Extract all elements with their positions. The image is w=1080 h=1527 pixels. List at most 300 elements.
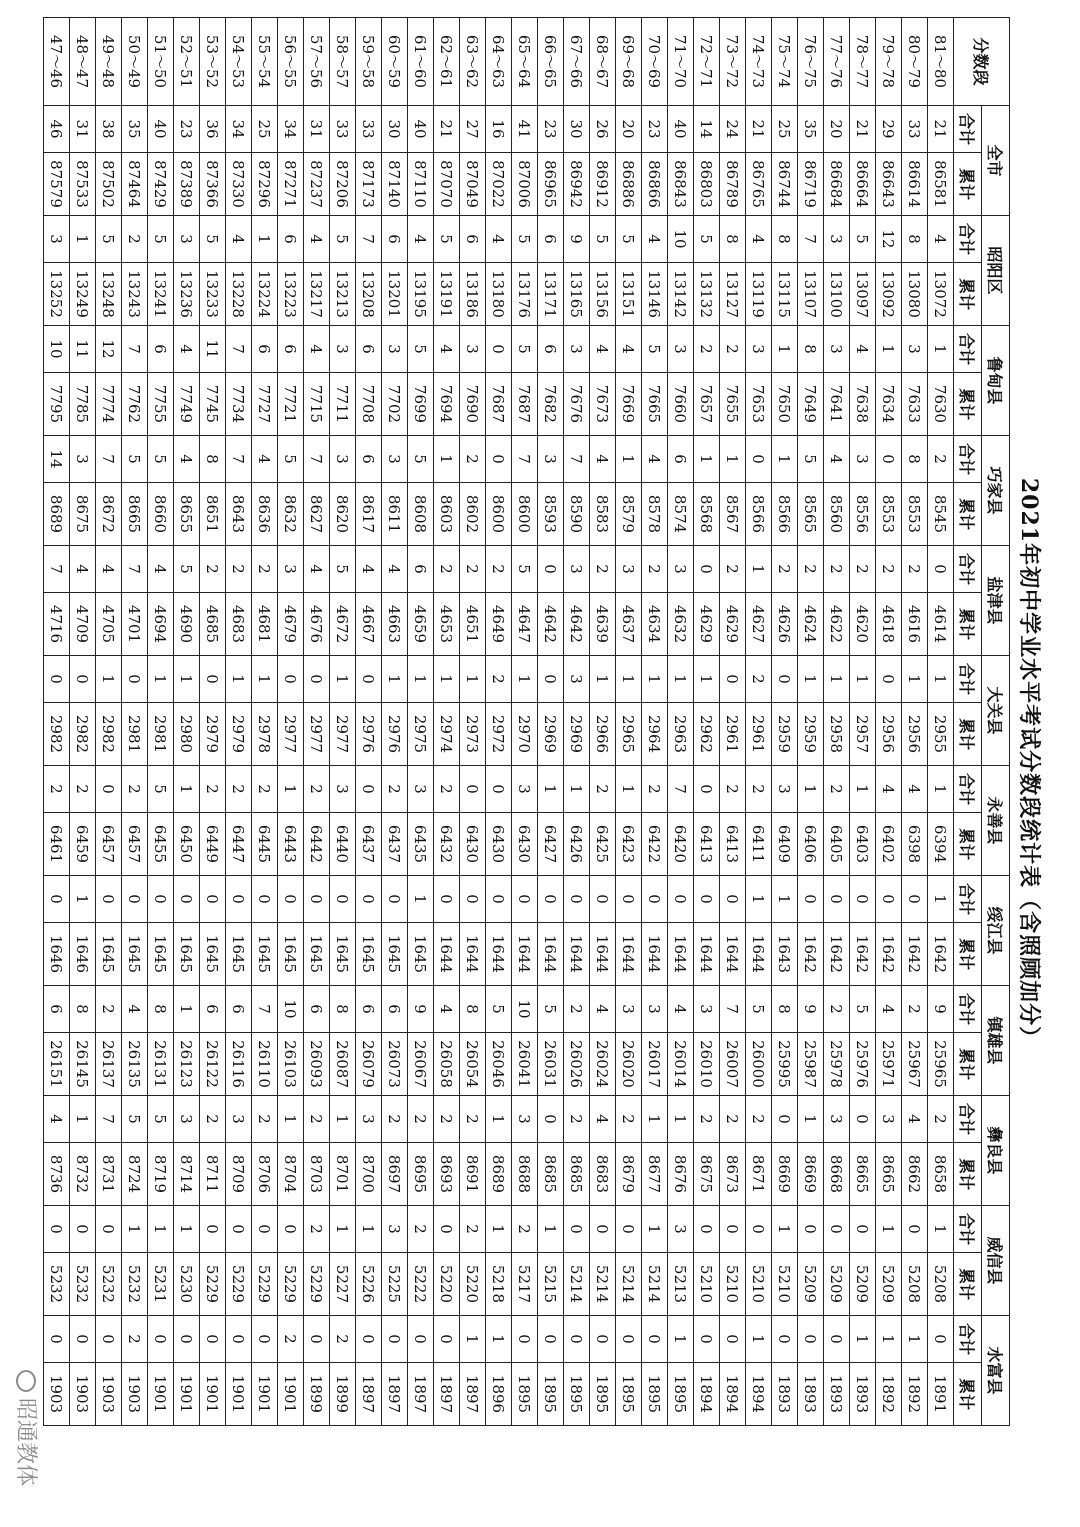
count-cell: 25 — [252, 106, 278, 153]
cumulative-cell: 8603 — [434, 483, 460, 546]
cumulative-cell: 8732 — [70, 1143, 96, 1206]
count-cell: 3 — [564, 546, 590, 593]
cumulative-cell: 13191 — [434, 263, 460, 326]
cumulative-cell: 13119 — [746, 263, 772, 326]
cumulative-cell: 8724 — [122, 1143, 148, 1206]
cumulative-cell: 8691 — [460, 1143, 486, 1206]
cumulative-cell: 4618 — [876, 593, 902, 656]
cumulative-cell: 1645 — [278, 923, 304, 986]
count-cell: 8 — [772, 216, 798, 263]
subheader-count: 合计 — [954, 106, 982, 153]
cumulative-cell: 87173 — [356, 153, 382, 216]
count-cell: 7 — [720, 986, 746, 1033]
cumulative-cell: 86719 — [798, 153, 824, 216]
count-cell: 1 — [902, 656, 928, 703]
subheader-cumulative: 累计 — [954, 703, 982, 766]
cumulative-cell: 86664 — [850, 153, 876, 216]
count-cell: 0 — [356, 876, 382, 923]
cumulative-cell: 13228 — [226, 263, 252, 326]
cumulative-cell: 5214 — [590, 1253, 616, 1316]
cumulative-cell: 2981 — [122, 703, 148, 766]
cumulative-cell: 26073 — [382, 1033, 408, 1096]
count-cell: 0 — [512, 1316, 538, 1363]
score-segment-cell: 72～71 — [694, 18, 720, 106]
cumulative-cell: 4642 — [564, 593, 590, 656]
table-row — [824, 18, 850, 1426]
cumulative-cell: 8608 — [408, 483, 434, 546]
cumulative-cell: 7655 — [720, 373, 746, 436]
cumulative-cell: 2982 — [70, 703, 96, 766]
count-cell: 2 — [746, 766, 772, 813]
cumulative-cell: 6437 — [382, 813, 408, 876]
cumulative-cell: 13241 — [148, 263, 174, 326]
district-header: 昭阳区 — [982, 216, 1010, 326]
count-cell: 2 — [460, 1096, 486, 1143]
cumulative-cell: 6403 — [850, 813, 876, 876]
count-cell: 41 — [512, 106, 538, 153]
cumulative-cell: 86581 — [928, 153, 954, 216]
count-cell: 0 — [148, 876, 174, 923]
count-cell: 3 — [70, 436, 96, 483]
cumulative-cell: 1642 — [902, 923, 928, 986]
cumulative-cell: 8574 — [668, 483, 694, 546]
count-cell: 2 — [616, 1096, 642, 1143]
count-cell: 2 — [928, 1096, 954, 1143]
count-cell: 2 — [200, 1096, 226, 1143]
score-segment-cell: 66～65 — [538, 18, 564, 106]
cumulative-cell: 1645 — [96, 923, 122, 986]
count-cell: 1 — [928, 656, 954, 703]
count-cell: 3 — [512, 766, 538, 813]
count-cell: 4 — [304, 546, 330, 593]
cumulative-cell: 8665 — [876, 1143, 902, 1206]
cumulative-cell: 2956 — [902, 703, 928, 766]
count-cell: 6 — [252, 326, 278, 373]
cumulative-cell: 8553 — [876, 483, 902, 546]
subheader-cumulative: 累计 — [954, 813, 982, 876]
count-cell: 1 — [772, 436, 798, 483]
cumulative-cell: 2972 — [486, 703, 512, 766]
count-cell: 3 — [564, 656, 590, 703]
cumulative-cell: 1646 — [70, 923, 96, 986]
count-cell: 4 — [876, 986, 902, 1033]
subheader-count: 合计 — [954, 1206, 982, 1253]
count-cell: 4 — [148, 546, 174, 593]
cumulative-cell: 8632 — [278, 483, 304, 546]
cumulative-cell: 8583 — [590, 483, 616, 546]
cumulative-cell: 8566 — [772, 483, 798, 546]
score-segment-cell: 49～48 — [96, 18, 122, 106]
cumulative-cell: 13224 — [252, 263, 278, 326]
cumulative-cell: 8714 — [174, 1143, 200, 1206]
table-row — [304, 18, 330, 1426]
cumulative-cell: 6430 — [512, 813, 538, 876]
count-cell: 0 — [850, 1096, 876, 1143]
cumulative-cell: 2964 — [642, 703, 668, 766]
count-cell: 8 — [460, 986, 486, 1033]
count-cell: 4 — [590, 1096, 616, 1143]
count-cell: 0 — [486, 876, 512, 923]
count-cell: 0 — [824, 1316, 850, 1363]
cumulative-cell: 1895 — [642, 1363, 668, 1426]
cumulative-cell: 2963 — [668, 703, 694, 766]
cumulative-cell: 5214 — [616, 1253, 642, 1316]
count-cell: 34 — [278, 106, 304, 153]
cumulative-cell: 7657 — [694, 373, 720, 436]
count-cell: 5 — [330, 546, 356, 593]
count-cell: 0 — [720, 656, 746, 703]
cumulative-cell: 2977 — [304, 703, 330, 766]
cumulative-cell: 5226 — [356, 1253, 382, 1316]
cumulative-cell: 5227 — [330, 1253, 356, 1316]
count-cell: 4 — [876, 766, 902, 813]
count-cell: 0 — [434, 1316, 460, 1363]
count-cell: 33 — [356, 106, 382, 153]
count-cell: 0 — [434, 876, 460, 923]
cumulative-cell: 1646 — [44, 923, 70, 986]
district-header: 绥江县 — [982, 876, 1010, 986]
cumulative-cell: 8553 — [902, 483, 928, 546]
table-row — [590, 18, 616, 1426]
count-cell: 2 — [850, 546, 876, 593]
count-cell: 0 — [486, 326, 512, 373]
cumulative-cell: 1897 — [434, 1363, 460, 1426]
cumulative-cell: 1642 — [824, 923, 850, 986]
count-cell: 0 — [356, 656, 382, 703]
cumulative-cell: 1893 — [824, 1363, 850, 1426]
count-cell: 10 — [512, 986, 538, 1033]
count-cell: 0 — [226, 876, 252, 923]
cumulative-cell: 1644 — [512, 923, 538, 986]
cumulative-cell: 8578 — [642, 483, 668, 546]
district-header: 威信县 — [982, 1206, 1010, 1316]
count-cell: 0 — [876, 436, 902, 483]
count-cell: 8 — [902, 216, 928, 263]
count-cell: 1 — [122, 1206, 148, 1253]
count-cell: 1 — [174, 656, 200, 703]
cumulative-cell: 1892 — [902, 1363, 928, 1426]
count-cell: 9 — [928, 986, 954, 1033]
cumulative-cell: 4667 — [356, 593, 382, 656]
count-cell: 3 — [668, 326, 694, 373]
cumulative-cell: 5215 — [538, 1253, 564, 1316]
count-cell: 8 — [720, 216, 746, 263]
cumulative-cell: 13097 — [850, 263, 876, 326]
count-cell: 0 — [252, 1316, 278, 1363]
count-cell: 7 — [96, 1096, 122, 1143]
cumulative-cell: 4626 — [772, 593, 798, 656]
score-segment-cell: 62～61 — [434, 18, 460, 106]
table-row — [512, 18, 538, 1426]
count-cell: 3 — [174, 1096, 200, 1143]
cumulative-cell: 5232 — [96, 1253, 122, 1316]
count-cell: 14 — [694, 106, 720, 153]
cumulative-cell: 8689 — [44, 483, 70, 546]
subheader-count: 合计 — [954, 546, 982, 593]
count-cell: 0 — [824, 876, 850, 923]
count-cell: 1 — [278, 766, 304, 813]
cumulative-cell: 1893 — [798, 1363, 824, 1426]
table-row — [616, 18, 642, 1426]
cumulative-cell: 86803 — [694, 153, 720, 216]
count-cell: 1 — [876, 326, 902, 373]
cumulative-cell: 13165 — [564, 263, 590, 326]
count-cell: 2 — [798, 546, 824, 593]
cumulative-cell: 4690 — [174, 593, 200, 656]
count-cell: 3 — [330, 436, 356, 483]
count-cell: 7 — [252, 986, 278, 1033]
cumulative-cell: 8545 — [928, 483, 954, 546]
count-cell: 8 — [70, 986, 96, 1033]
count-cell: 0 — [590, 876, 616, 923]
count-cell: 7 — [44, 546, 70, 593]
count-cell: 1 — [252, 656, 278, 703]
count-cell: 0 — [96, 766, 122, 813]
score-segment-cell: 63～62 — [460, 18, 486, 106]
cumulative-cell: 26010 — [694, 1033, 720, 1096]
count-cell: 4 — [252, 436, 278, 483]
count-cell: 5 — [486, 986, 512, 1033]
count-cell: 1 — [642, 656, 668, 703]
cumulative-cell: 6411 — [746, 813, 772, 876]
count-cell: 4 — [642, 216, 668, 263]
cumulative-cell: 1903 — [44, 1363, 70, 1426]
count-cell: 4 — [434, 326, 460, 373]
score-segment-cell: 51～50 — [148, 18, 174, 106]
cumulative-cell: 6450 — [174, 813, 200, 876]
cumulative-cell: 86912 — [590, 153, 616, 216]
watermark — [10, 1370, 40, 1520]
count-cell: 9 — [408, 986, 434, 1033]
count-cell: 0 — [278, 1206, 304, 1253]
count-cell: 0 — [304, 1316, 330, 1363]
cumulative-cell: 13132 — [694, 263, 720, 326]
table-row — [694, 18, 720, 1426]
score-segment-cell: 71～70 — [668, 18, 694, 106]
count-cell: 2 — [772, 546, 798, 593]
table-row — [200, 18, 226, 1426]
cumulative-cell: 4709 — [70, 593, 96, 656]
cumulative-cell: 4632 — [668, 593, 694, 656]
cumulative-cell: 6406 — [798, 813, 824, 876]
cumulative-cell: 4683 — [226, 593, 252, 656]
cumulative-cell: 87579 — [44, 153, 70, 216]
cumulative-cell: 7690 — [460, 373, 486, 436]
count-cell: 1 — [876, 1206, 902, 1253]
count-cell: 0 — [850, 876, 876, 923]
cumulative-cell: 8643 — [226, 483, 252, 546]
score-segment-cell: 68～67 — [590, 18, 616, 106]
cumulative-cell: 26000 — [746, 1033, 772, 1096]
cumulative-cell: 4663 — [382, 593, 408, 656]
count-cell: 2 — [694, 326, 720, 373]
count-cell: 0 — [44, 1316, 70, 1363]
cumulative-cell: 4651 — [460, 593, 486, 656]
cumulative-cell: 8655 — [174, 483, 200, 546]
cumulative-cell: 4639 — [590, 593, 616, 656]
table-row — [70, 18, 96, 1426]
cumulative-cell: 26041 — [512, 1033, 538, 1096]
cumulative-cell: 8688 — [512, 1143, 538, 1206]
cumulative-cell: 1642 — [850, 923, 876, 986]
score-segment-cell: 79～78 — [876, 18, 902, 106]
cumulative-cell: 1645 — [330, 923, 356, 986]
count-cell: 3 — [824, 326, 850, 373]
cumulative-cell: 7734 — [226, 373, 252, 436]
count-cell: 1 — [694, 436, 720, 483]
cumulative-cell: 1645 — [356, 923, 382, 986]
cumulative-cell: 8671 — [746, 1143, 772, 1206]
table-row — [720, 18, 746, 1426]
count-cell: 5 — [512, 216, 538, 263]
cumulative-cell: 13171 — [538, 263, 564, 326]
cumulative-cell: 6430 — [460, 813, 486, 876]
subheader-cumulative: 累计 — [954, 1033, 982, 1096]
count-cell: 0 — [772, 1096, 798, 1143]
cumulative-cell: 1644 — [642, 923, 668, 986]
count-cell: 14 — [44, 436, 70, 483]
count-cell: 1 — [772, 1206, 798, 1253]
count-cell: 2 — [824, 546, 850, 593]
subheader-cumulative: 累计 — [954, 1253, 982, 1316]
table-row — [44, 18, 70, 1426]
cumulative-cell: 7638 — [850, 373, 876, 436]
count-cell: 46 — [44, 106, 70, 153]
cumulative-cell: 8676 — [668, 1143, 694, 1206]
count-cell: 12 — [876, 216, 902, 263]
cumulative-cell: 26137 — [96, 1033, 122, 1096]
count-cell: 2 — [408, 1206, 434, 1253]
cumulative-cell: 1644 — [564, 923, 590, 986]
subheader-count: 合计 — [954, 1316, 982, 1363]
cumulative-cell: 1893 — [772, 1363, 798, 1426]
score-segment-cell: 53～52 — [200, 18, 226, 106]
count-cell: 6 — [148, 326, 174, 373]
cumulative-cell: 26014 — [668, 1033, 694, 1096]
cumulative-cell: 8700 — [356, 1143, 382, 1206]
cumulative-cell: 8669 — [798, 1143, 824, 1206]
cumulative-cell: 5214 — [642, 1253, 668, 1316]
cumulative-cell: 26007 — [720, 1033, 746, 1096]
cumulative-cell: 4629 — [694, 593, 720, 656]
count-cell: 0 — [876, 876, 902, 923]
cumulative-cell: 8675 — [694, 1143, 720, 1206]
cumulative-cell: 87429 — [148, 153, 174, 216]
district-header: 鲁甸县 — [982, 326, 1010, 436]
count-cell: 0 — [96, 876, 122, 923]
cumulative-cell: 4614 — [928, 593, 954, 656]
cumulative-cell: 2966 — [590, 703, 616, 766]
count-cell: 6 — [200, 986, 226, 1033]
count-cell: 38 — [96, 106, 122, 153]
cumulative-cell: 7660 — [668, 373, 694, 436]
count-cell: 4 — [486, 216, 512, 263]
cumulative-cell: 7665 — [642, 373, 668, 436]
table-row — [278, 18, 304, 1426]
cumulative-cell: 1642 — [928, 923, 954, 986]
count-cell: 4 — [434, 986, 460, 1033]
cumulative-cell: 4694 — [148, 593, 174, 656]
count-cell: 0 — [694, 1206, 720, 1253]
cumulative-cell: 13252 — [44, 263, 70, 326]
count-cell: 2 — [694, 1096, 720, 1143]
score-segment-cell: 60～59 — [382, 18, 408, 106]
count-cell: 1 — [928, 326, 954, 373]
cumulative-cell: 87296 — [252, 153, 278, 216]
cumulative-cell: 13223 — [278, 263, 304, 326]
count-cell: 5 — [746, 986, 772, 1033]
count-cell: 1 — [382, 656, 408, 703]
count-cell: 9 — [798, 986, 824, 1033]
cumulative-cell: 8695 — [408, 1143, 434, 1206]
count-cell: 8 — [902, 436, 928, 483]
cumulative-cell: 13107 — [798, 263, 824, 326]
cumulative-cell: 5229 — [278, 1253, 304, 1316]
cumulative-cell: 8636 — [252, 483, 278, 546]
cumulative-cell: 87237 — [304, 153, 330, 216]
count-cell: 30 — [382, 106, 408, 153]
cumulative-cell: 8600 — [486, 483, 512, 546]
cumulative-cell: 26135 — [122, 1033, 148, 1096]
count-cell: 4 — [70, 546, 96, 593]
count-cell: 2 — [720, 766, 746, 813]
count-cell: 1 — [798, 1096, 824, 1143]
cumulative-cell: 8683 — [590, 1143, 616, 1206]
count-cell: 2 — [486, 546, 512, 593]
cumulative-cell: 13080 — [902, 263, 928, 326]
cumulative-cell: 1899 — [330, 1363, 356, 1426]
count-cell: 0 — [928, 546, 954, 593]
cumulative-cell: 13248 — [96, 263, 122, 326]
count-cell: 5 — [122, 1096, 148, 1143]
count-cell: 5 — [642, 326, 668, 373]
cumulative-cell: 86965 — [538, 153, 564, 216]
count-cell: 1 — [694, 656, 720, 703]
count-cell: 1 — [486, 1316, 512, 1363]
subheader-cumulative: 累计 — [954, 923, 982, 986]
count-cell: 0 — [538, 1096, 564, 1143]
cumulative-cell: 4627 — [746, 593, 772, 656]
cumulative-cell: 13127 — [720, 263, 746, 326]
cumulative-cell: 4672 — [330, 593, 356, 656]
cumulative-cell: 8685 — [564, 1143, 590, 1206]
cumulative-cell: 1642 — [876, 923, 902, 986]
count-cell: 2 — [304, 1206, 330, 1253]
cumulative-cell: 7715 — [304, 373, 330, 436]
cumulative-cell: 8560 — [824, 483, 850, 546]
cumulative-cell: 26054 — [460, 1033, 486, 1096]
cumulative-cell: 87022 — [486, 153, 512, 216]
cumulative-cell: 8565 — [798, 483, 824, 546]
cumulative-cell: 7682 — [538, 373, 564, 436]
count-cell: 4 — [382, 546, 408, 593]
cumulative-cell: 4637 — [616, 593, 642, 656]
cumulative-cell: 8600 — [512, 483, 538, 546]
count-cell: 8 — [330, 986, 356, 1033]
cumulative-cell: 1895 — [616, 1363, 642, 1426]
count-cell: 0 — [668, 876, 694, 923]
cumulative-cell: 26123 — [174, 1033, 200, 1096]
district-header: 永善县 — [982, 766, 1010, 876]
cumulative-cell: 4676 — [304, 593, 330, 656]
cumulative-cell: 6445 — [252, 813, 278, 876]
count-cell: 2 — [902, 546, 928, 593]
cumulative-cell: 5210 — [694, 1253, 720, 1316]
count-cell: 2 — [460, 1206, 486, 1253]
count-cell: 0 — [200, 656, 226, 703]
count-cell: 0 — [200, 876, 226, 923]
cumulative-cell: 6457 — [96, 813, 122, 876]
